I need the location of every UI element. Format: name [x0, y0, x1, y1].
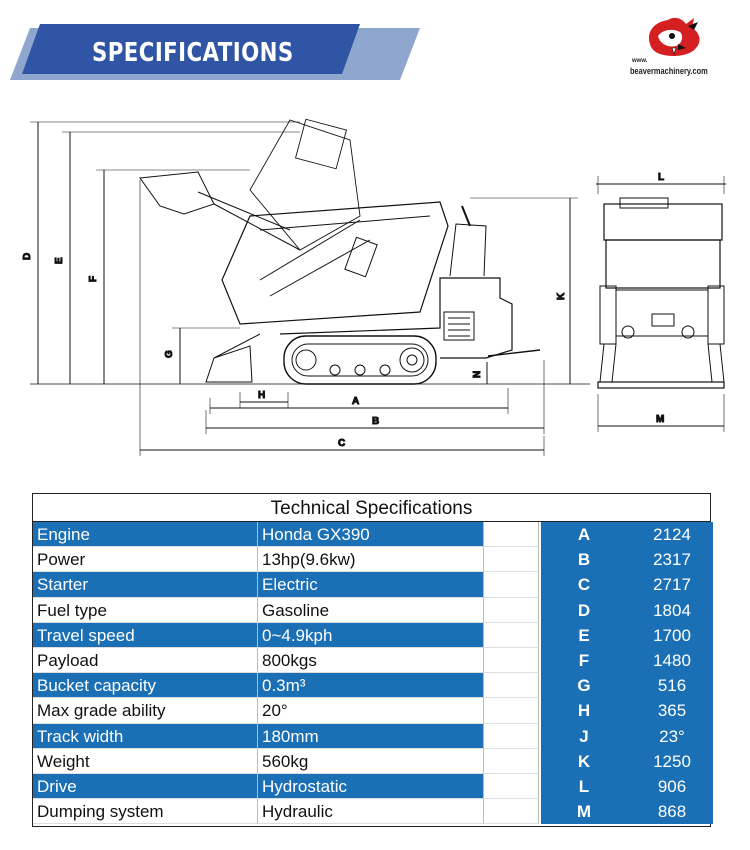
machine-drawing: [0, 100, 750, 470]
dimension-letter: K: [577, 751, 591, 771]
spec-label: Drive: [33, 774, 258, 799]
dimension-value: 516: [657, 676, 687, 696]
spec-label: Power: [33, 547, 258, 572]
table-title: Technical Specifications: [33, 494, 710, 522]
dimension-letter: H: [577, 701, 591, 721]
spec-label: Starter: [33, 572, 258, 597]
spec-label: Weight: [33, 749, 258, 774]
dim-g-label: G: [164, 350, 175, 358]
spec-value: Gasoline: [258, 598, 484, 623]
spec-label: Payload: [33, 648, 258, 673]
dimension-value: 2124: [653, 525, 691, 544]
dimension-value: 868: [657, 802, 687, 822]
beaver-mascot-icon: [628, 14, 728, 60]
dimension-value: 1700: [653, 625, 691, 645]
spec-value: 0~4.9kph: [258, 623, 484, 648]
spec-label: Fuel type: [33, 598, 258, 623]
spec-value: Honda GX390: [258, 522, 484, 547]
spec-label: Engine: [33, 522, 258, 547]
spec-value: 13hp(9.6kw): [258, 547, 484, 572]
spec-value: 560kg: [258, 749, 484, 774]
dimension-row: [541, 774, 713, 799]
dimension-letter: M: [576, 802, 592, 822]
dim-m-label: M: [656, 414, 665, 425]
dimension-row: [541, 724, 713, 749]
spec-value: Hydraulic: [258, 799, 484, 824]
dim-k-label: K: [556, 292, 567, 300]
dimension-value: 23°: [659, 726, 685, 746]
dimension-letter: L: [578, 776, 590, 796]
dim-j-label: N: [472, 370, 483, 378]
logo-url-text: beavermachinery.com: [630, 66, 708, 77]
brand-logo[interactable]: [628, 14, 728, 84]
dim-h-label: H: [258, 390, 266, 401]
dim-a-label: A: [352, 396, 360, 407]
dimension-value: 2717: [653, 575, 691, 595]
spec-value: Electric: [258, 572, 484, 597]
spec-value: 20°: [258, 698, 484, 723]
dimension-value: 2317: [653, 550, 691, 570]
page-title: SPECIFICATIONS: [92, 38, 294, 68]
dimension-row: [541, 598, 713, 623]
dimension-row: [541, 799, 713, 824]
logo-www-text: www.: [632, 58, 648, 64]
spec-value: 180mm: [258, 724, 484, 749]
dimension-letter: F: [578, 650, 590, 670]
dimension-row: [541, 623, 713, 648]
spec-label: Track width: [33, 724, 258, 749]
dimensions-column: [541, 522, 713, 824]
dim-d-label: D: [22, 252, 33, 260]
dimension-value: 1480: [653, 650, 691, 670]
header-banner: [0, 22, 430, 86]
dimension-row: [541, 648, 713, 673]
dim-l-label: L: [658, 172, 665, 183]
dimension-row: [541, 547, 713, 572]
dimension-row: [541, 673, 713, 698]
dimension-letter: A: [577, 525, 591, 544]
technical-drawing-svg: [0, 100, 750, 470]
spec-label: Bucket capacity: [33, 673, 258, 698]
dim-f-label: F: [88, 275, 99, 282]
dimension-letter: J: [579, 726, 589, 746]
dimension-row: [541, 572, 713, 597]
dimension-letter: B: [577, 550, 591, 570]
dimension-row: [541, 749, 713, 774]
dimension-letter: G: [577, 676, 591, 696]
dimension-row: [541, 522, 713, 547]
spec-label: Dumping system: [33, 799, 258, 824]
dimension-letter: C: [577, 575, 591, 595]
dimension-letter: E: [578, 625, 590, 645]
dimension-value: 1250: [653, 751, 691, 771]
dimension-value: 1804: [653, 600, 691, 620]
dimension-letter: D: [577, 600, 591, 620]
dim-b-label: B: [372, 416, 380, 427]
dim-c-label: C: [338, 438, 346, 449]
spec-label: Max grade ability: [33, 698, 258, 723]
spec-label: Travel speed: [33, 623, 258, 648]
dimension-row: [541, 698, 713, 723]
spec-value: Hydrostatic: [258, 774, 484, 799]
spec-value: 0.3m³: [258, 673, 484, 698]
dimension-value: 906: [657, 776, 687, 796]
specifications-table: [32, 493, 711, 827]
dim-e-label: E: [54, 257, 65, 264]
dimension-value: 365: [657, 701, 687, 721]
spec-value: 800kgs: [258, 648, 484, 673]
